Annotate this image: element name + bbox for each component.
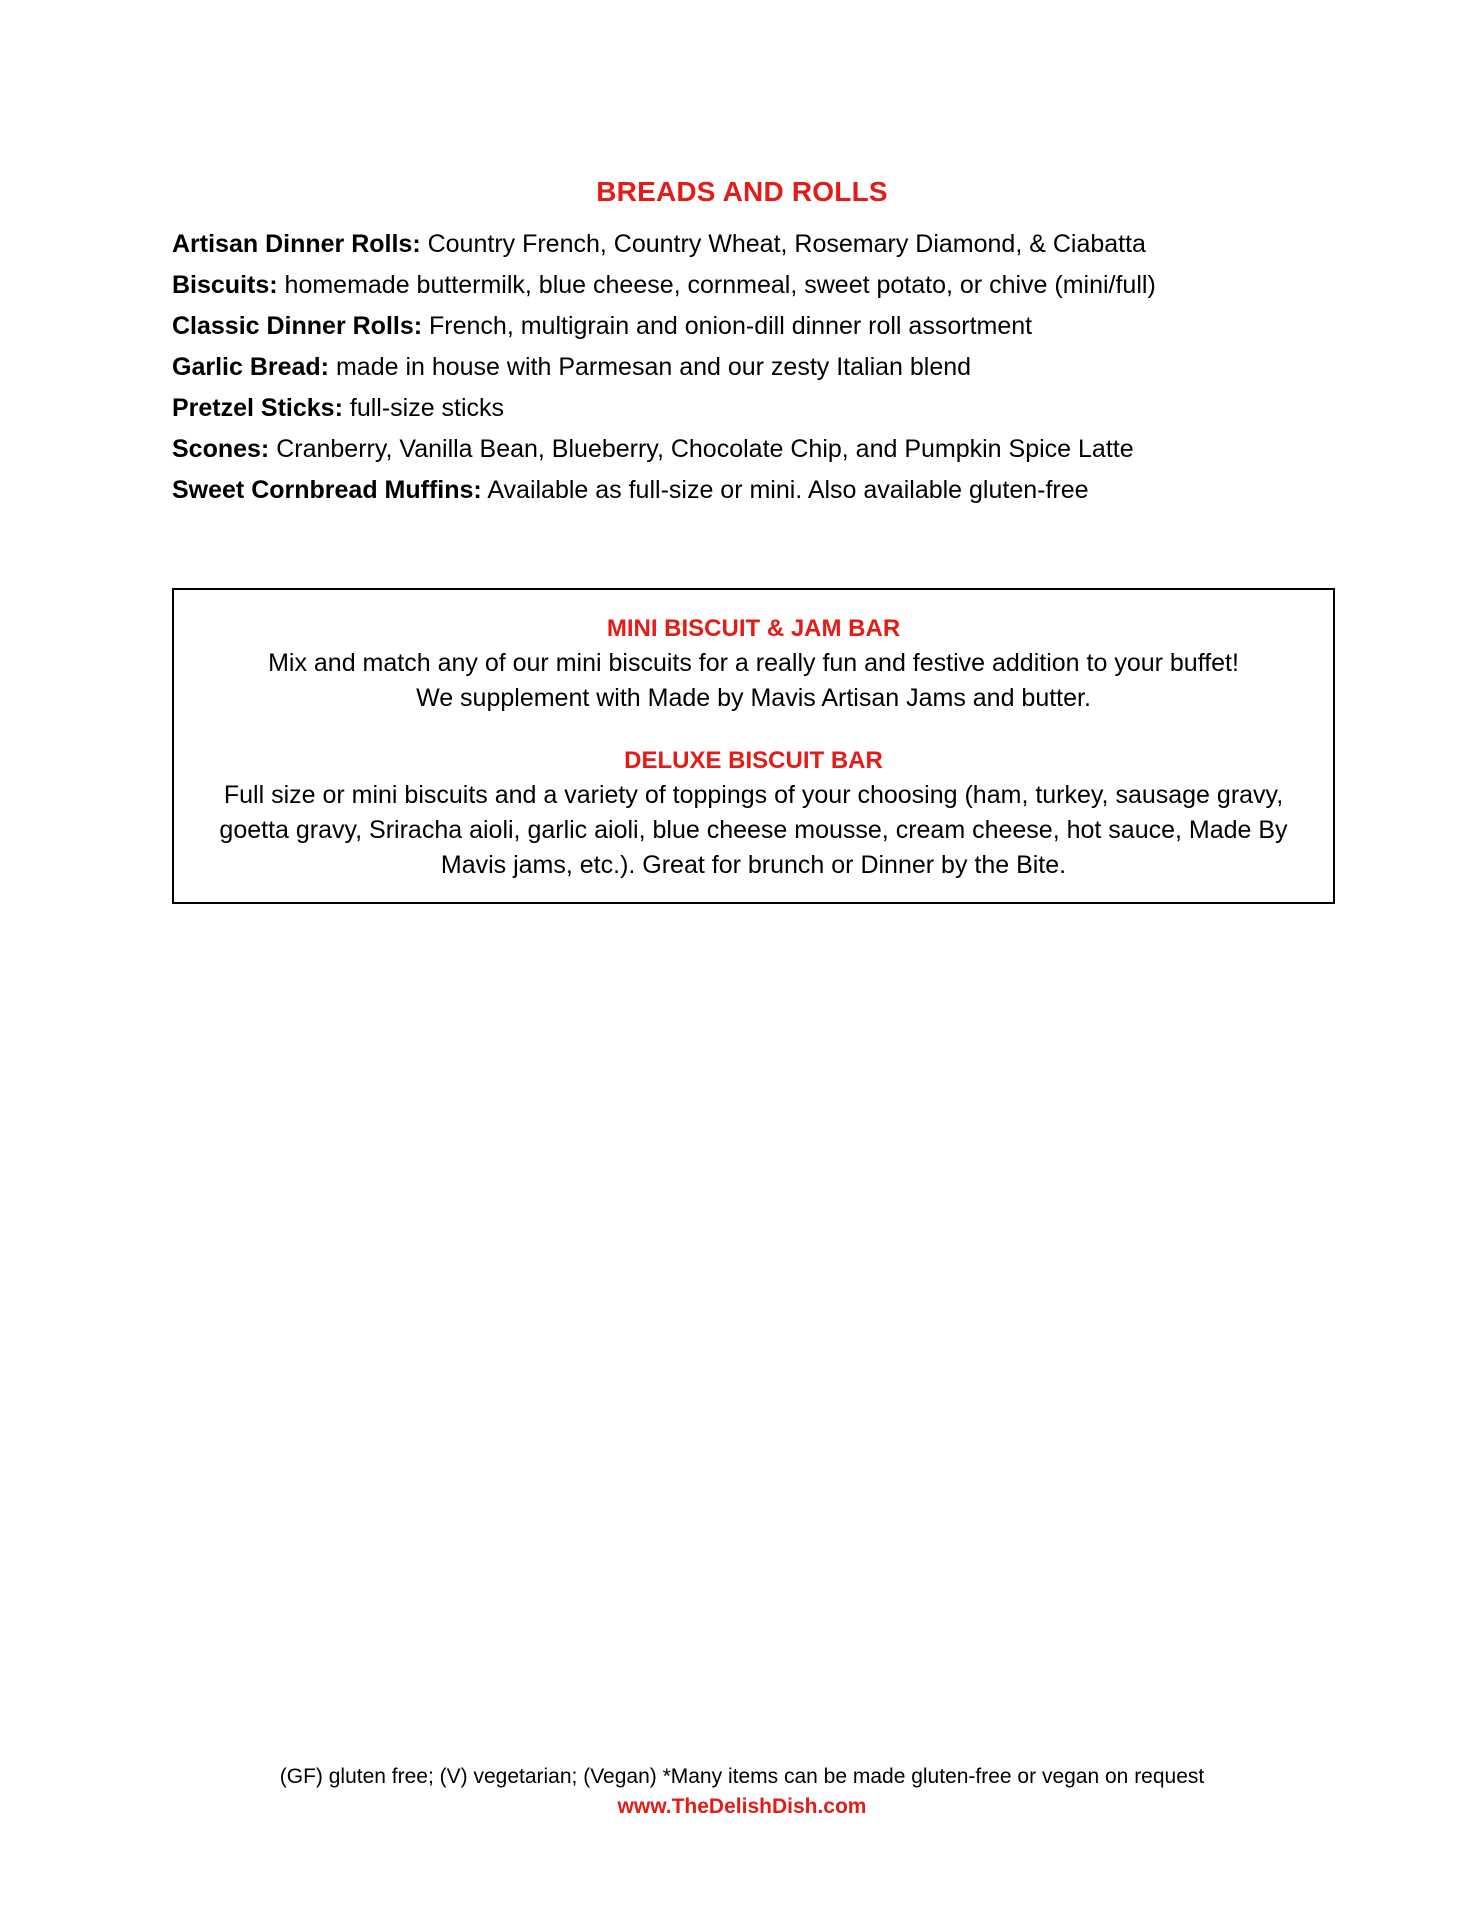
list-item [172, 347, 1352, 388]
footer [0, 1762, 1484, 1822]
list-item [172, 388, 1352, 429]
item-name: Pretzel Sticks: [172, 394, 343, 422]
item-name: Scones: [172, 435, 270, 463]
mini-biscuit-bar-title: MINI BISCUIT & JAM BAR [606, 615, 901, 642]
item-name: Artisan Dinner Rolls: [172, 230, 421, 258]
section-title: BREADS AND ROLLS [596, 176, 888, 207]
item-description: French, multigrain and onion-dill dinner roll assortment [422, 312, 1033, 340]
item-description: full-size sticks [342, 394, 505, 422]
item-description: homemade buttermilk, blue cheese, cornmeal, sweet potato, or chive (mini/full) [277, 271, 1156, 299]
item-description: made in house with Parmesan and our zesty Italian blend [329, 353, 972, 381]
list-item [172, 224, 1352, 265]
item-description: Country French, Country Wheat, Rosemary Diamond, & Ciabatta [420, 230, 1146, 258]
item-description: Available as full-size or mini. Also available gluten-free [481, 476, 1089, 504]
dietary-legend: (GF) gluten free; (V) vegetarian; (Vegan) *Many items can be made gluten-free or vegan on request [279, 1765, 1205, 1788]
list-item [172, 429, 1352, 470]
item-name: Biscuits: [172, 271, 278, 299]
deluxe-biscuit-bar-line: goetta gravy, Sriracha aioli, garlic aioli, blue cheese mousse, cream cheese, hot sauce, Made By [219, 816, 1288, 844]
item-name: Classic Dinner Rolls: [172, 312, 423, 340]
item-description: Cranberry, Vanilla Bean, Blueberry, Chocolate Chip, and Pumpkin Spice Latte [269, 435, 1134, 463]
deluxe-biscuit-bar-line: Full size or mini biscuits and a variety of toppings of your choosing (ham, turkey, sausage gravy, [223, 781, 1284, 809]
mini-biscuit-bar-line: Mix and match any of our mini biscuits for a really fun and festive addition to your buffet! [268, 649, 1239, 677]
mini-biscuit-bar-line: We supplement with Made by Mavis Artisan Jams and butter. [416, 684, 1091, 712]
list-item [172, 306, 1352, 347]
website-link[interactable]: www.TheDelishDish.com [617, 1795, 867, 1818]
item-name: Sweet Cornbread Muffins: [172, 476, 482, 504]
item-name: Garlic Bread: [172, 353, 330, 381]
deluxe-biscuit-bar-line: Mavis jams, etc.). Great for brunch or Dinner by the Bite. [440, 851, 1067, 879]
list-item [172, 470, 1352, 511]
list-item [172, 265, 1352, 306]
bread-items-list [172, 224, 1352, 511]
biscuit-bar-box [172, 588, 1335, 904]
deluxe-biscuit-bar-title: DELUXE BISCUIT BAR [624, 747, 883, 774]
